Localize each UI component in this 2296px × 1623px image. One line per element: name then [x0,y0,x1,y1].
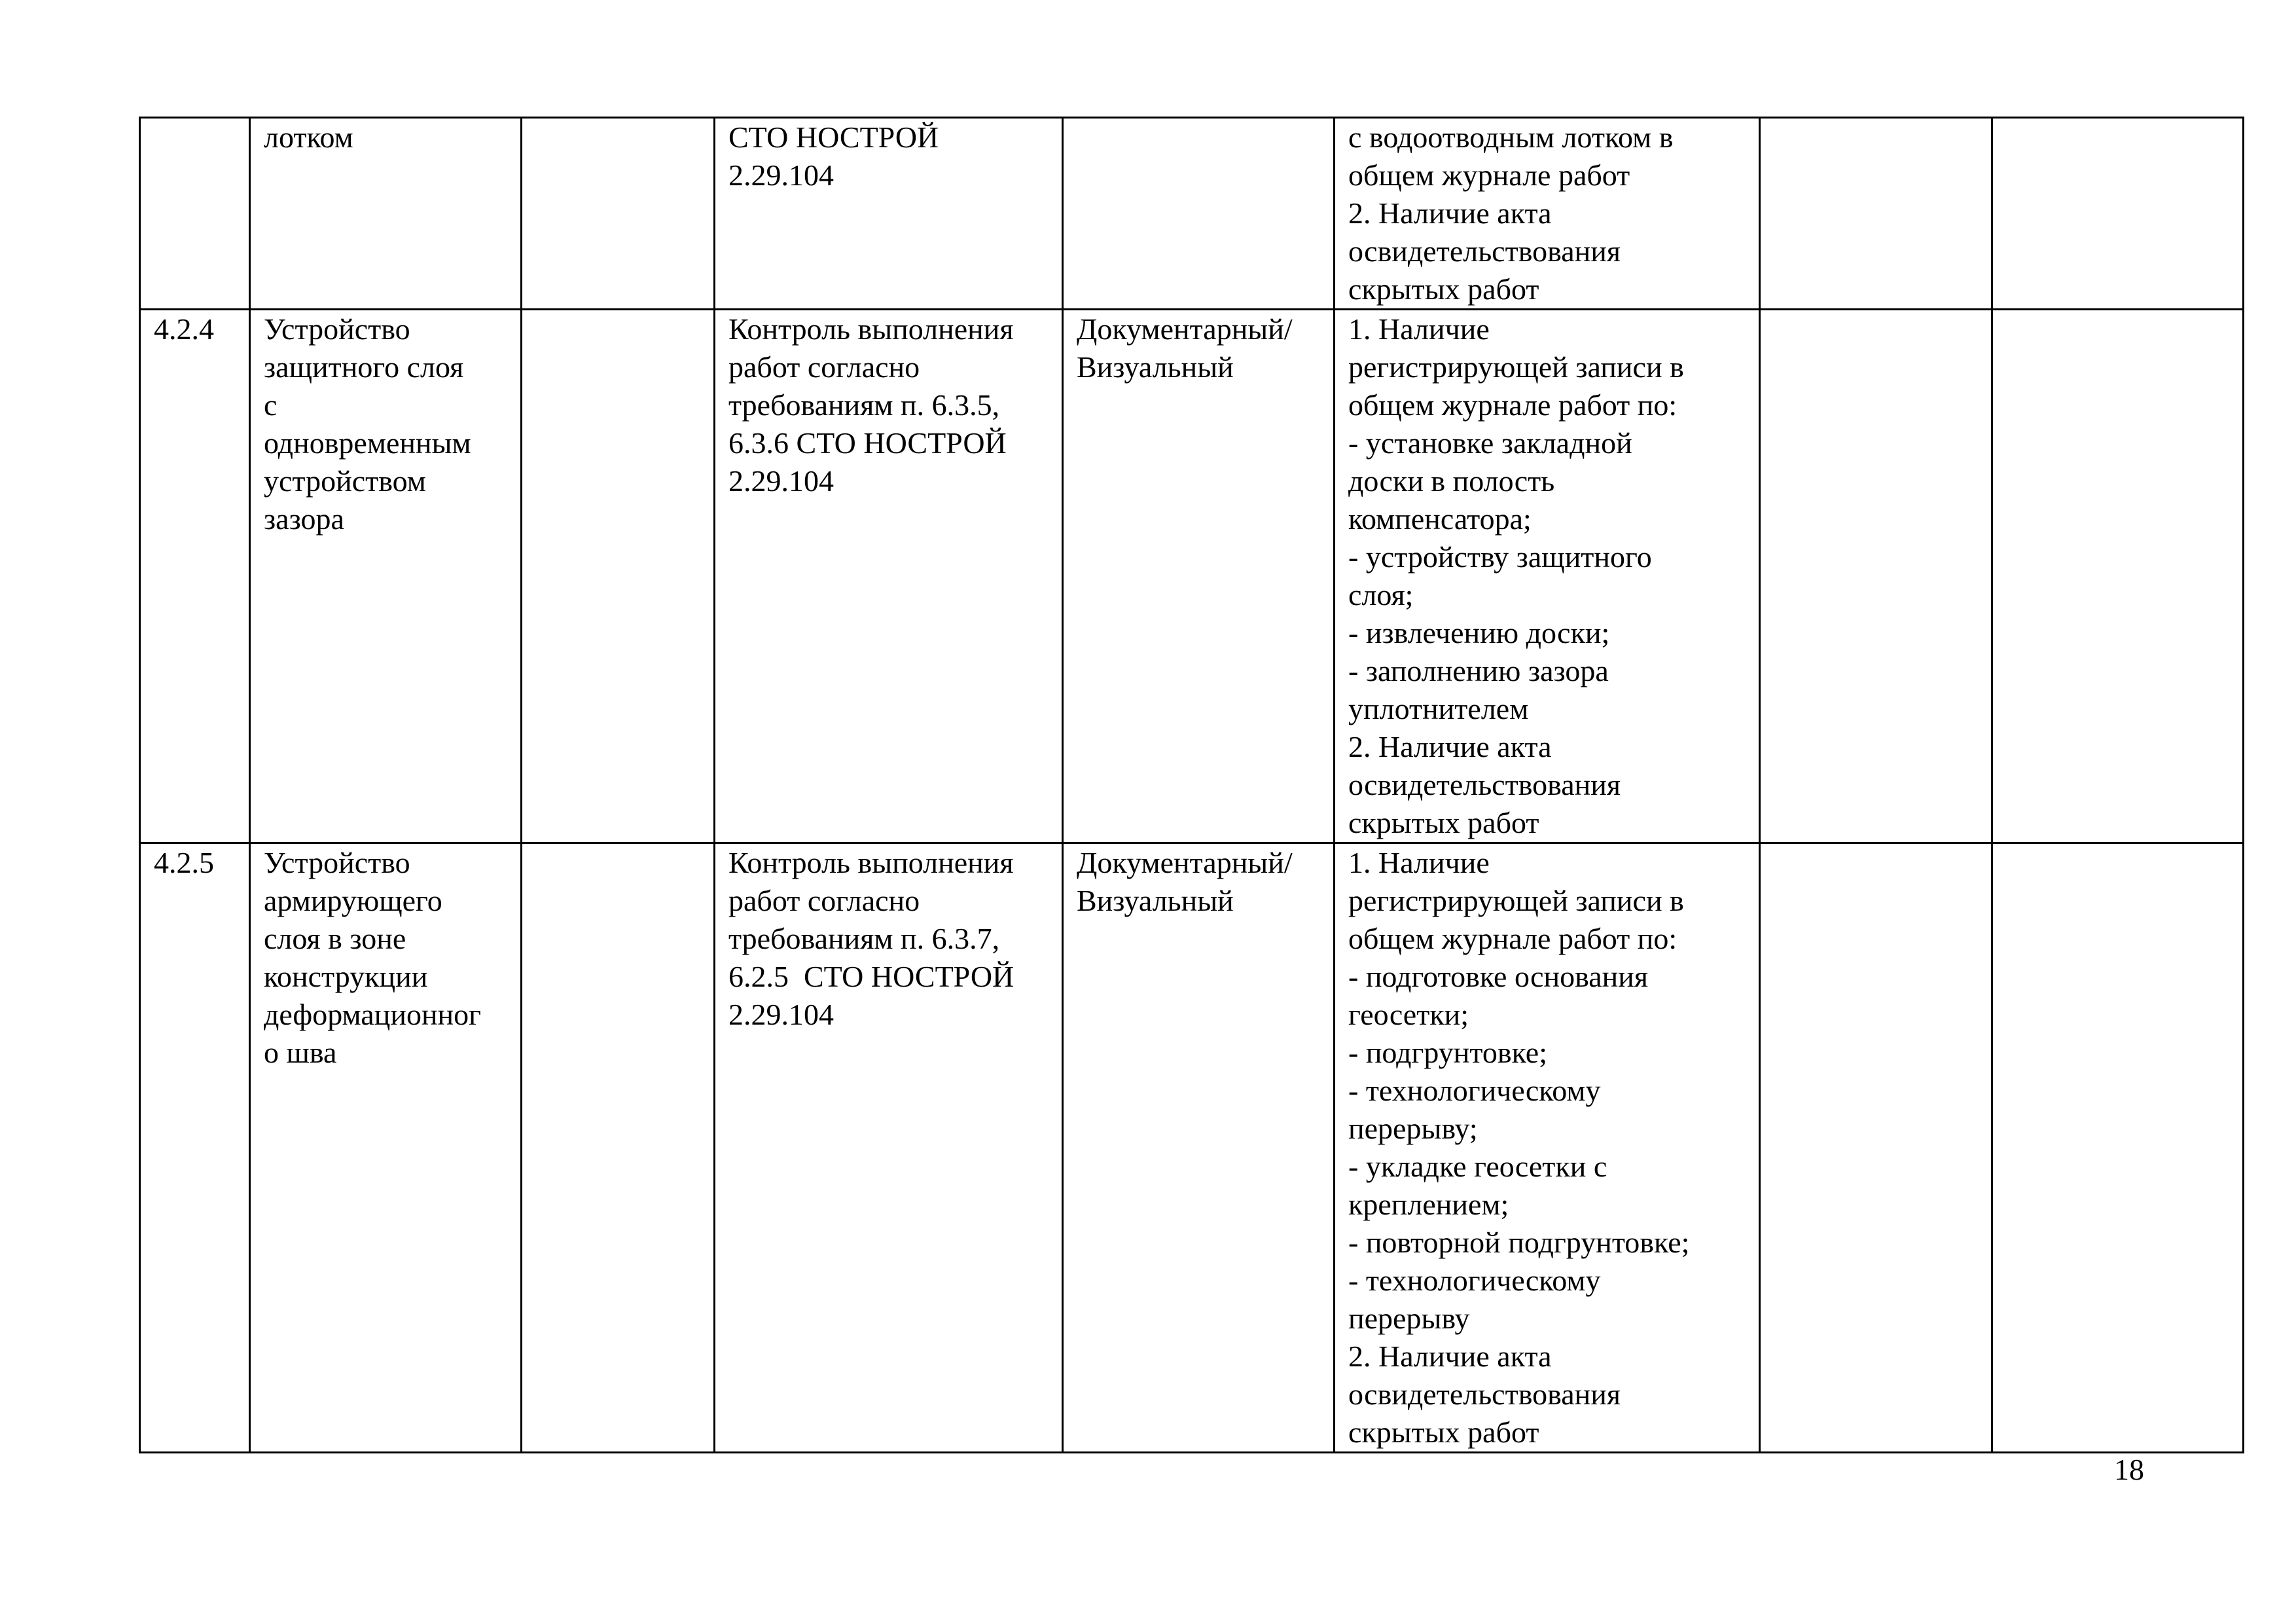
number-cell [140,310,250,843]
documentation-line: - подгрунтовке; [1348,1036,1548,1069]
documentation-line: освидетельствования [1348,234,1621,268]
requirement-line: Контроль выполнения [728,846,1014,879]
documentation-line: - подготовке основания [1348,960,1649,993]
table-row [140,310,2244,843]
empty-cell [1992,310,2244,843]
empty-cell [1760,118,1992,310]
method-cell [1063,843,1335,1453]
page-number: 18 [2114,1453,2144,1486]
name-line: деформационног [264,998,482,1031]
documentation-line: 2. Наличие акта [1348,730,1552,763]
method-cell [1063,310,1335,843]
documentation-line: скрытых работ [1348,1415,1539,1449]
name-line: армирующего [264,884,442,917]
name-line: зазора [264,502,344,536]
requirement-cell [715,310,1063,843]
documentation-line: 1. Наличие [1348,846,1490,879]
documentation-cell [1335,118,1760,310]
requirement-line: 2.29.104 [728,158,834,192]
empty-cell [522,118,715,310]
documentation-line: геосетки; [1348,998,1469,1031]
documentation-line: общем журнале работ [1348,158,1630,192]
method-line: Визуальный [1077,884,1234,917]
empty-cell [522,843,715,1453]
requirement-line: требованиям п. 6.3.7, [728,922,1000,955]
method-cell [1063,118,1335,310]
table-row [140,118,2244,310]
name-cell [250,118,522,310]
name-cell [250,310,522,843]
documentation-line: 1. Наличие [1348,312,1490,346]
documentation-cell [1335,843,1760,1453]
requirement-line: работ согласно [728,350,920,384]
documentation-line: - технологическому [1348,1264,1601,1297]
requirement-line: 6.3.6 СТО НОСТРОЙ [728,426,1007,460]
documentation-line: - устройству защитного [1348,540,1652,574]
item-number: 4.2.5 [154,846,214,879]
method-line: Документарный/ [1077,312,1293,346]
documentation-line: перерыву; [1348,1112,1478,1145]
documentation-line: - технологическому [1348,1074,1601,1107]
documentation-line: компенсатора; [1348,502,1532,536]
documentation-line: 2. Наличие акта [1348,196,1552,230]
empty-cell [522,310,715,843]
documentation-line: доски в полость [1348,464,1555,498]
number-cell [140,118,250,310]
documentation-line: освидетельствования [1348,1377,1621,1411]
requirement-cell [715,843,1063,1453]
empty-cell [1760,310,1992,843]
documentation-line: - установке закладной [1348,426,1632,460]
empty-cell [1760,843,1992,1453]
empty-cell [1992,843,2244,1453]
documentation-line: скрытых работ [1348,272,1539,306]
requirement-line: 2.29.104 [728,464,834,498]
requirement-line: 6.2.5 СТО НОСТРОЙ [728,960,1014,993]
documentation-line: слоя; [1348,578,1414,611]
documentation-line: перерыву [1348,1302,1470,1335]
documentation-line: регистрирующей записи в [1348,884,1684,917]
documentation-line: 2. Наличие акта [1348,1340,1552,1373]
documentation-line: креплением; [1348,1188,1509,1221]
documentation-line: - укладке геосетки с [1348,1150,1607,1183]
name-cell [250,843,522,1453]
requirement-line: Контроль выполнения [728,312,1014,346]
name-line: с [264,388,278,422]
documentation-line: с водоотводным лотком в [1348,120,1674,154]
empty-cell [1992,118,2244,310]
documentation-line: - повторной подгрунтовке; [1348,1226,1690,1259]
name-line: одновременным [264,426,471,460]
name-line: Устройство [264,846,410,879]
item-number: 4.2.4 [154,312,214,346]
name-line: о шва [264,1036,337,1069]
documentation-line: - заполнению зазора [1348,654,1609,687]
method-line: Визуальный [1077,350,1234,384]
requirement-line: требованиям п. 6.3.5, [728,388,1000,422]
requirement-cell [715,118,1063,310]
name-line: защитного слоя [264,350,464,384]
documentation-line: уплотнителем [1348,692,1529,725]
documentation-line: регистрирующей записи в [1348,350,1684,384]
requirement-line: СТО НОСТРОЙ [728,120,939,154]
requirement-line: работ согласно [728,884,920,917]
documentation-line: скрытых работ [1348,806,1539,839]
documentation-cell [1335,310,1760,843]
control-table [139,117,2244,1453]
documentation-line: освидетельствования [1348,768,1621,801]
documentation-line: - извлечению доски; [1348,616,1610,649]
documentation-line: общем журнале работ по: [1348,388,1677,422]
name-line: устройством [264,464,426,498]
name-line: Устройство [264,312,410,346]
name-text: лотком [264,120,353,154]
method-line: Документарный/ [1077,846,1293,879]
requirement-line: 2.29.104 [728,998,834,1031]
number-cell [140,843,250,1453]
table-row [140,843,2244,1453]
name-line: слоя в зоне [264,922,406,955]
documentation-line: общем журнале работ по: [1348,922,1677,955]
name-line: конструкции [264,960,428,993]
